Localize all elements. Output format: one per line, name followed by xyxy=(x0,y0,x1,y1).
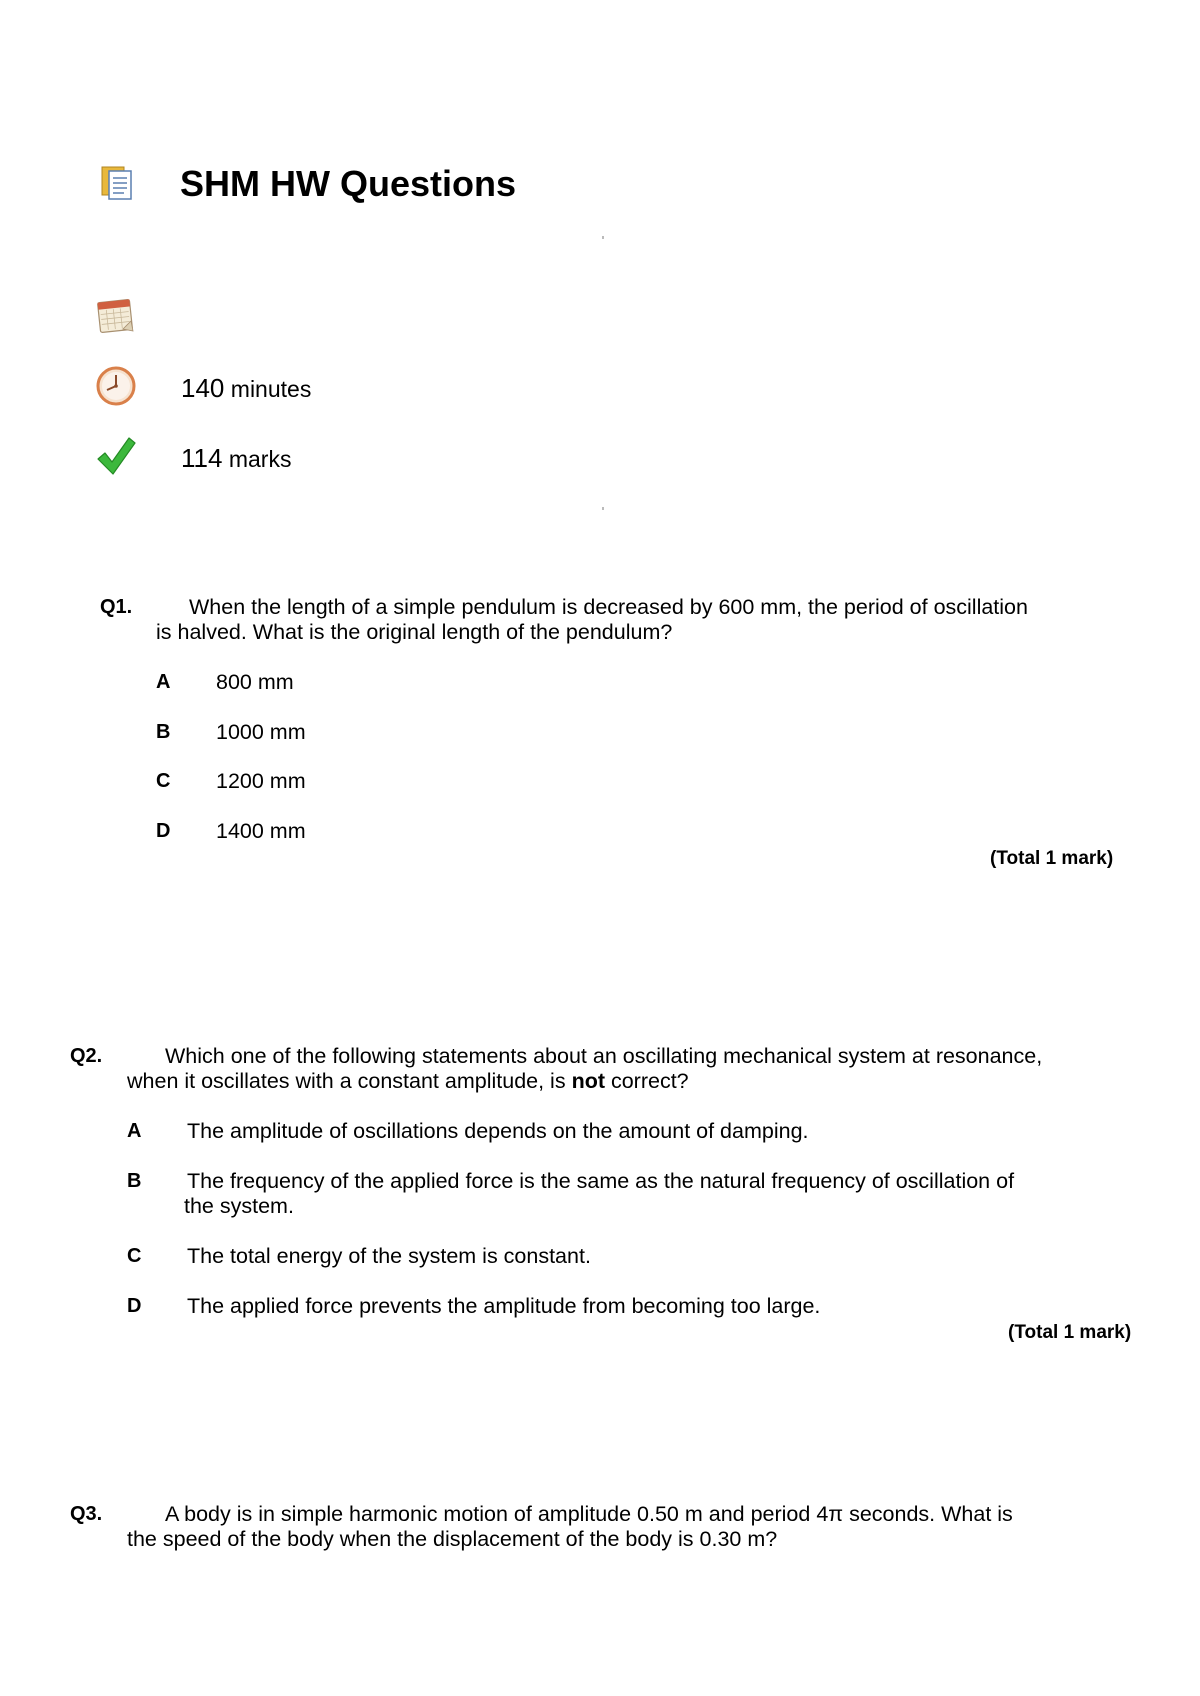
option-letter: B xyxy=(156,721,171,743)
clock-icon xyxy=(95,365,137,407)
question-number: Q1. xyxy=(100,596,133,618)
question-3 xyxy=(70,1502,1130,1562)
marks-value: 114 xyxy=(181,443,223,473)
option-letter: A xyxy=(156,671,171,693)
option-letter: B xyxy=(127,1170,142,1192)
option-text: The frequency of the applied force is the same as the natural frequency of oscillation of xyxy=(187,1169,1015,1193)
option-text: 1000 mm xyxy=(216,720,306,744)
question-text-line2 xyxy=(127,1069,689,1094)
question-number: Q3. xyxy=(70,1503,103,1525)
question-text-part: when it oscillates with a constant amplitude, is xyxy=(127,1069,572,1093)
option-letter: C xyxy=(127,1245,142,1267)
question-text-line1: A body is in simple harmonic motion of amplitude 0.50 m and period 4π seconds. What is xyxy=(165,1502,1013,1526)
question-text-line2: the speed of the body when the displacement of the body is 0.30 m? xyxy=(127,1527,778,1551)
option-text: The amplitude of oscillations depends on the amount of damping. xyxy=(187,1119,809,1143)
question-text-line1: When the length of a simple pendulum is decreased by 600 mm, the period of oscillation xyxy=(189,595,1028,619)
option-text: The applied force prevents the amplitude from becoming too large. xyxy=(187,1294,821,1318)
option-letter: C xyxy=(156,770,171,792)
option-text: 1400 mm xyxy=(216,819,306,843)
page-title: SHM HW Questions xyxy=(180,163,517,204)
duration-line xyxy=(181,373,311,404)
option-text-line2: the system. xyxy=(184,1194,294,1218)
separator-dot xyxy=(602,236,604,239)
option-letter: D xyxy=(127,1295,142,1317)
checkmark-icon xyxy=(95,435,137,477)
option-text: The total energy of the system is constant. xyxy=(187,1244,591,1268)
question-text-emphasis: not xyxy=(571,1069,605,1093)
marks-unit: marks xyxy=(228,446,292,472)
option-text: 1200 mm xyxy=(216,769,306,793)
calendar-icon xyxy=(95,295,137,337)
duration-value: 140 xyxy=(181,373,225,403)
question-number: Q2. xyxy=(70,1045,103,1067)
total-mark: (Total 1 mark) xyxy=(1008,1322,1132,1343)
duration-unit: minutes xyxy=(230,376,312,402)
question-text-line2: is halved. What is the original length of the pendulum? xyxy=(156,620,673,644)
total-mark: (Total 1 mark) xyxy=(990,848,1114,869)
option-text: 800 mm xyxy=(216,670,294,694)
question-1 xyxy=(100,595,1100,875)
document-icon xyxy=(100,165,134,201)
separator-dot xyxy=(602,507,604,510)
marks-line xyxy=(181,443,291,474)
option-letter: D xyxy=(156,820,171,842)
question-text-line1: Which one of the following statements about an oscillating mechanical system at resonance, xyxy=(165,1044,1043,1068)
question-text-part: correct? xyxy=(605,1069,689,1093)
option-letter: A xyxy=(127,1120,142,1142)
question-2 xyxy=(70,1044,1130,1334)
